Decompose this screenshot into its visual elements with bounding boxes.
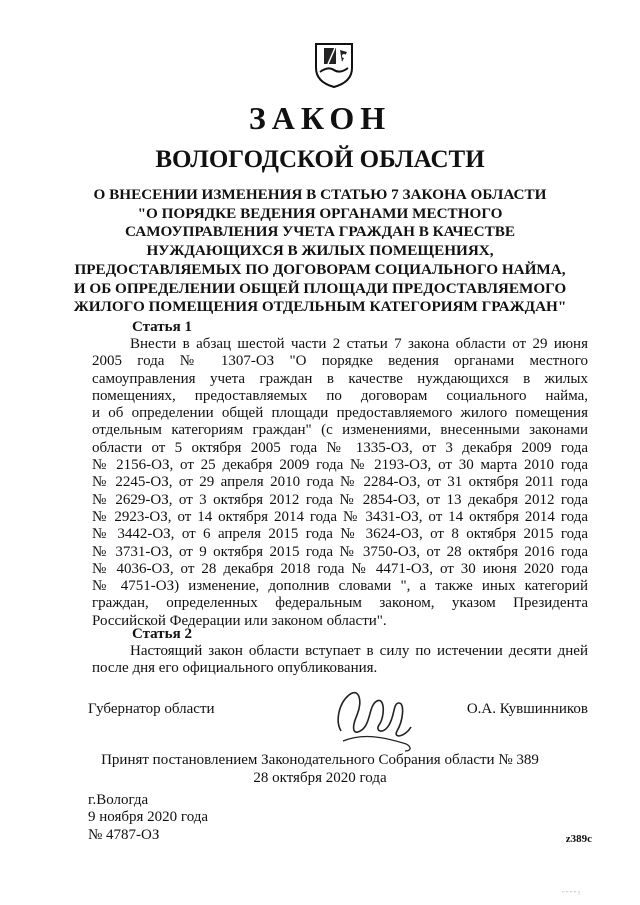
text-line: самоуправления учета граждан в качестве нуждающихся в жилых	[92, 370, 588, 387]
subtitle-line: НУЖДАЮЩИХСЯ В ЖИЛЫХ ПОМЕЩЕНИЯХ,	[146, 242, 494, 260]
adoption-date: 28 октября 2020 года	[253, 769, 387, 786]
law-subtitle	[60, 186, 580, 317]
place-date-number	[88, 792, 208, 844]
text-line: области от 5 октября 2005 года № 1335-ОЗ, от 3 декабря 2009 года	[92, 439, 588, 456]
subtitle-line: ПРЕДОСТАВЛЯЕМЫХ ПО ДОГОВОРАМ СОЦИАЛЬНОГО НАЙМА,	[74, 260, 566, 278]
text-line: № 2245-ОЗ, от 29 апреля 2010 года № 2284-ОЗ, от 31 октября 2011 года	[92, 474, 588, 491]
signatory-position: Губернатор области	[88, 701, 215, 717]
text-line: № 2923-ОЗ, от 14 октября 2014 года № 3431-ОЗ, от 14 октября 2014 года	[92, 508, 588, 525]
text-line: Российской Федерации или законом области".	[92, 612, 387, 629]
subtitle-line: ЖИЛОГО ПОМЕЩЕНИЯ ОТДЕЛЬНЫМ КАТЕГОРИЯМ ГРАЖДАН"	[73, 298, 567, 316]
text-line: 2005 года № 1307-ОЗ "О порядке ведения органами местного	[92, 353, 588, 370]
adoption-info	[0, 752, 640, 787]
signing-date: 9 ноября 2020 года	[88, 809, 209, 826]
text-line: помещениях, предоставляемых по договорам социального найма,	[92, 387, 588, 404]
region-title: ВОЛОГОДСКОЙ ОБЛАСТИ	[155, 146, 485, 173]
article-2-heading: Статья 2	[132, 626, 192, 642]
text-line: № 3442-ОЗ, от 6 апреля 2015 года № 3624-ОЗ, от 8 октября 2015 года	[92, 526, 588, 543]
article-1-heading: Статья 1	[132, 319, 192, 335]
text-line: и об определении общей площади предоставляемого жилого помещения	[92, 405, 588, 422]
text-line: № 4036-ОЗ, от 28 декабря 2018 года № 4471-ОЗ, от 30 июня 2020 года	[92, 560, 588, 577]
text-line: № 2629-ОЗ, от 3 октября 2012 года № 2854-ОЗ, от 13 декабря 2012 года	[92, 491, 588, 508]
city: г.Вологда	[88, 792, 149, 808]
text-line: № 3731-ОЗ, от 9 октября 2015 года № 3750-ОЗ, от 28 октября 2016 года	[92, 543, 588, 560]
text-line: граждан, определенных федеральным законом, указом Президента	[92, 595, 588, 612]
document-type-title: ЗАКОН	[248, 100, 392, 136]
document-code: z389c	[565, 833, 592, 845]
coat-of-arms-icon	[314, 42, 354, 88]
law-number: № 4787-ОЗ	[88, 826, 160, 843]
article-2-text	[92, 643, 588, 678]
subtitle-line: И ОБ ОПРЕДЕЛЕНИИ ОБЩЕЙ ПЛОЩАДИ ПРЕДОСТАВЛЯЕМОГО	[73, 279, 567, 297]
text-line: № 2156-ОЗ, от 25 декабря 2009 года № 2193-ОЗ, от 30 марта 2010 года	[92, 457, 588, 474]
subtitle-line: САМОУПРАВЛЕНИЯ УЧЕТА ГРАЖДАН В КАЧЕСТВЕ	[125, 223, 515, 241]
subtitle-line: "О ПОРЯДКЕ ВЕДЕНИЯ ОРГАНАМИ МЕСТНОГО	[137, 204, 503, 222]
text-line: Внести в абзац шестой части 2 статьи 7 закона области от 29 июня	[130, 336, 588, 352]
handwritten-signature	[333, 681, 423, 753]
page-mark: " " " " !	[562, 891, 580, 897]
text-line: отдельным категориям граждан" (с изменениями, внесенными законами	[92, 422, 588, 439]
adoption-line: Принят постановлением Законодательного Собрания области № 389	[101, 752, 539, 768]
article-1-text	[92, 336, 588, 630]
text-line: после дня его официального опубликования.	[92, 660, 378, 677]
signatory-name: О.А. Кувшинников	[466, 701, 588, 717]
text-line: № 4751-ОЗ) изменение, дополнив словами ", а также иных категорий	[92, 578, 588, 595]
subtitle-line: О ВНЕСЕНИИ ИЗМЕНЕНИЯ В СТАТЬЮ 7 ЗАКОНА ОБЛАСТИ	[93, 186, 547, 203]
text-line: Настоящий закон области вступает в силу по истечении десяти дней	[130, 643, 588, 659]
